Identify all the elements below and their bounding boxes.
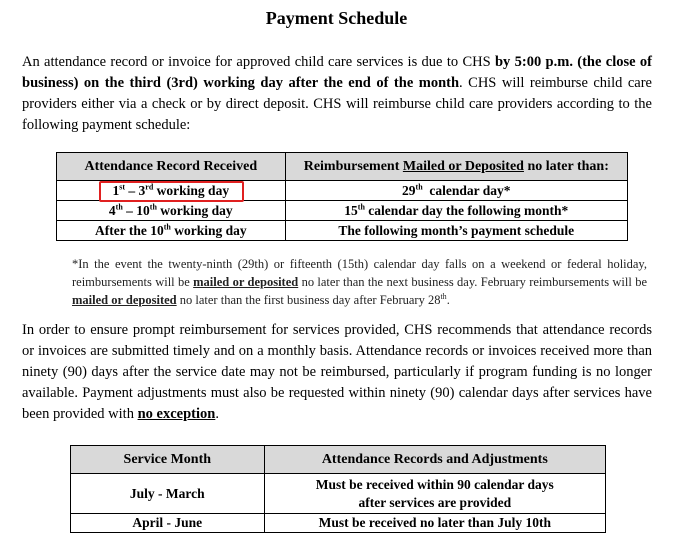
footnote bbox=[72, 255, 647, 309]
header-attendance-received: Attendance Record Received bbox=[57, 153, 286, 181]
note-text: . bbox=[446, 293, 450, 307]
cell-requirement: Must be received no later than July 10th bbox=[264, 514, 605, 533]
page-title: Payment Schedule bbox=[265, 8, 408, 28]
note-emphasis: mailed or deposited bbox=[193, 275, 299, 289]
cell-text: calendar day the following month* bbox=[364, 202, 569, 218]
table-row bbox=[57, 221, 628, 241]
cell-sup: th bbox=[163, 222, 171, 231]
note-text: no later than the first business day after February 28 bbox=[176, 293, 441, 307]
cell-sup: st bbox=[119, 182, 126, 191]
para-text: In order to ensure prompt reimbursement for services provided, CHS recommends that attendance records or invoices are submitted timely and on a monthly basis. Attendance records or invoices received more than ninety (90) days after the service date may not be reimbursed, particularly if program funding is no longer available. Payment adjustments must also be requested within ninety (90) calendar days after services have been provided with bbox=[22, 322, 652, 422]
cell-text: 15 bbox=[344, 202, 358, 218]
cell-sup: th bbox=[357, 202, 365, 211]
recommendation-paragraph bbox=[22, 320, 652, 425]
cell-reimbursement-date bbox=[285, 181, 627, 201]
note-sup: th bbox=[440, 291, 447, 301]
cell-sup: th bbox=[149, 202, 157, 211]
intro-text-1: An attendance record or invoice for approved child care services is due to CHS bbox=[22, 54, 495, 70]
header-reimbursement bbox=[285, 153, 627, 181]
cell-working-day-range bbox=[57, 181, 286, 201]
note-text: *In the event the twenty-ninth (29th) or fifteenth (15th) calendar day falls on a weekend or federal holiday, reimbursements will be bbox=[72, 257, 647, 289]
cell-reimbursement-date bbox=[285, 201, 627, 221]
cell-sup: th bbox=[415, 182, 423, 191]
cell-text: working day bbox=[170, 222, 247, 238]
cell-text: – 3 bbox=[125, 182, 146, 198]
highlight-box bbox=[99, 181, 244, 202]
cell-text: – 10 bbox=[122, 202, 150, 218]
cell-service-month: July - March bbox=[71, 474, 265, 514]
table-row bbox=[71, 474, 606, 514]
note-text: no later than the next business day. February reimbursements will be bbox=[298, 275, 647, 289]
table-header-row bbox=[57, 153, 628, 181]
payment-schedule-table bbox=[56, 152, 628, 241]
intro-paragraph bbox=[22, 52, 652, 136]
cell-text: After the 10 bbox=[94, 222, 164, 238]
cell-text: 4 bbox=[108, 202, 116, 218]
cell-sup: th bbox=[115, 202, 123, 211]
service-month-table bbox=[70, 445, 606, 533]
table-row bbox=[57, 181, 628, 201]
note-emphasis: mailed or deposited bbox=[72, 293, 177, 307]
cell-service-month: April - June bbox=[71, 514, 265, 533]
table-row bbox=[71, 514, 606, 533]
cell-text: working day bbox=[153, 182, 230, 198]
cell-sup: rd bbox=[145, 182, 154, 191]
cell-text: 1 bbox=[112, 182, 120, 198]
intro-text-2: . CHS will reimburse child care providers either via a check or by direct deposit. CHS will reimburse child care providers according to the following payment schedule: bbox=[22, 75, 652, 133]
cell-reimbursement-date: The following month’s payment schedule bbox=[285, 221, 627, 241]
intro-deadline: by 5:00 p.m. (the close of business) on the third (3rd) working day after the end of the month bbox=[22, 54, 652, 91]
table-header-row bbox=[71, 446, 606, 474]
header-reimb-underlined: Mailed or Deposited bbox=[402, 158, 524, 174]
para-emphasis: no exception bbox=[137, 406, 216, 422]
header-records-adjustments: Attendance Records and Adjustments bbox=[264, 446, 605, 474]
header-reimb-post: no later than: bbox=[523, 158, 609, 174]
cell-text: working day bbox=[156, 202, 233, 218]
cell-text: 29 bbox=[402, 182, 416, 198]
cell-requirement: Must be received within 90 calendar days after services are provided bbox=[264, 474, 605, 514]
cell-text: calendar day* bbox=[422, 182, 511, 198]
table-row bbox=[57, 201, 628, 221]
header-service-month: Service Month bbox=[71, 446, 265, 474]
cell-working-day-range bbox=[57, 201, 286, 221]
header-reimb-pre: Reimbursement bbox=[303, 158, 403, 174]
cell-working-day-range bbox=[57, 221, 286, 241]
para-text: . bbox=[215, 406, 219, 422]
